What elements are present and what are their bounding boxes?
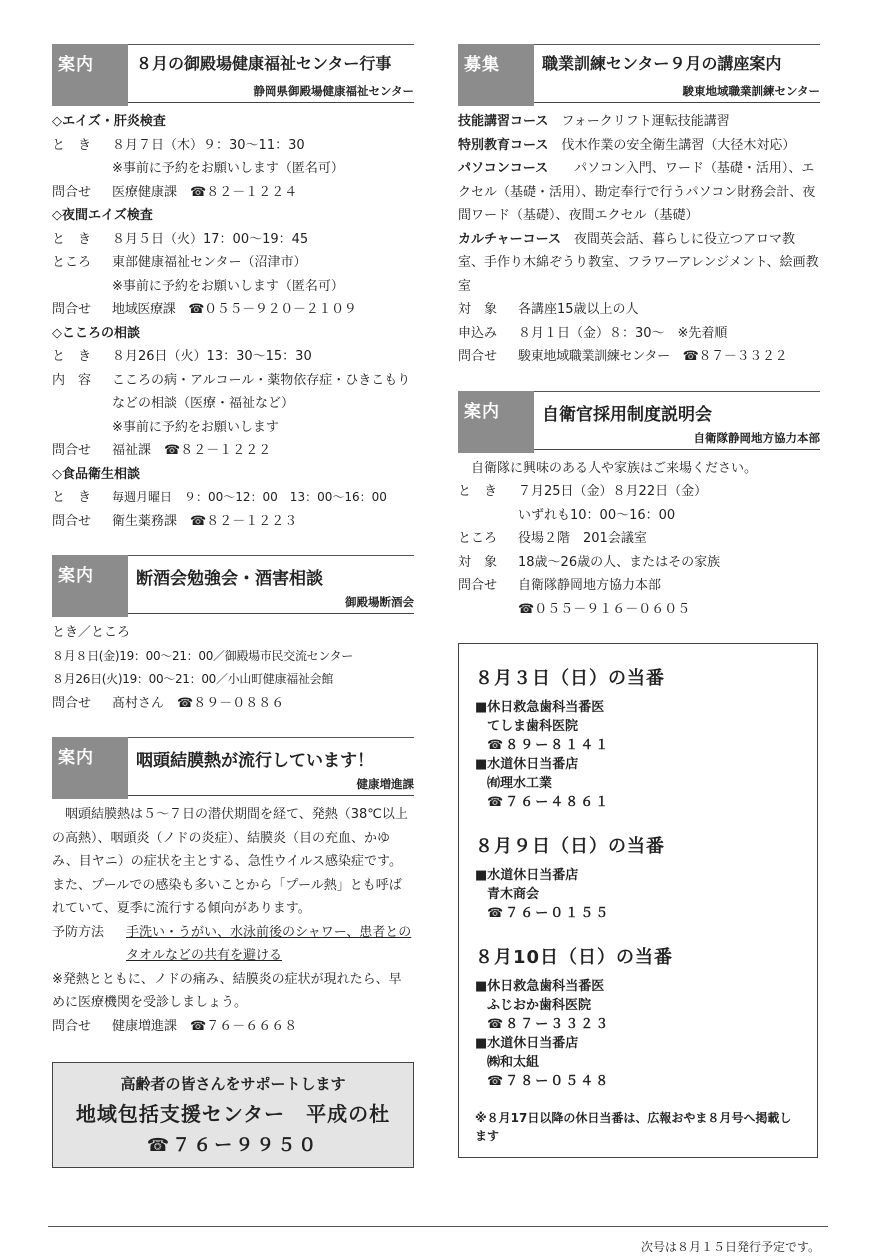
holiday-duty-box (458, 643, 818, 1158)
course-label: 特別教育コース (458, 137, 549, 153)
intro-text: 自衛隊に興味のある人や家族はご来場ください。 (471, 460, 758, 476)
course-label: パソコンコース (458, 161, 549, 176)
category-tag: 案内 (52, 555, 128, 617)
course-label: カルチャーコース (458, 231, 561, 247)
course-detail: 夜間英会話、暮らしに役立つアロマ教室、手作り木綿ぞうり教室、フラワーアレンジメント、絵画教室 (458, 231, 819, 294)
value: こころの病・アルコール・薬物依存症・ひきこもりなどの相談（医療・福祉など） (112, 372, 411, 411)
contact: 衛生薬務課 ☎８２－１２２３ (112, 513, 298, 529)
schedule-line: ８月26日(火)19：00～21：00／小山町健康福祉会館 (52, 672, 334, 686)
support-center-name: 地域包括支援センター 平成の杜 (75, 1102, 391, 1126)
course-item (458, 134, 820, 158)
section-header (52, 737, 414, 799)
value: 役場２階 201会議室 (518, 531, 647, 546)
duty-category: ■水道休日当番店 (475, 868, 579, 883)
sdf-recruitment-briefing (458, 391, 820, 622)
duty-phone: ☎７６ー０１５５ (487, 906, 611, 921)
course-item (458, 157, 820, 228)
section-header (52, 44, 414, 106)
organizer: 自衛隊静岡地方協力本部 (534, 430, 820, 450)
category-tag: 募集 (458, 44, 534, 106)
label: 申込み (458, 325, 498, 341)
course-item (458, 110, 820, 134)
right-column (458, 44, 820, 1158)
pharyngoconjunctival-fever-notice (52, 737, 414, 1038)
duty-provider: 青木商会 (487, 887, 540, 902)
duty-provider: ㈲理水工業 (487, 776, 553, 791)
body-text: 咽頭結膜熱は５～７日の潜伏期間を経て、発熱（38℃以上の高熱）、咽頭炎（ノドの炎症）、結膜炎（目の充血、かゆみ、目ヤニ）の症状を主とする、急性ウイルス感染症です。また、プールでの感染も多いことから「プール熱」とも呼ばれていて、夏季に流行する傾向があります。 (52, 807, 408, 916)
section-header (52, 555, 414, 617)
contact: 福祉課 ☎８２－１２２２ (112, 443, 272, 458)
label: ところ (52, 255, 92, 270)
duty-date-heading: ８月９日（日）の当番 (475, 836, 665, 857)
category-tag: 案内 (458, 391, 534, 453)
label: 問合せ (52, 513, 92, 529)
note: ※事前に予約をお願いします（匿名可） (112, 161, 344, 176)
section-title: 職業訓練センター９月の講座案内 (542, 54, 782, 73)
subheading: ◇こころの相談 (52, 325, 140, 341)
duty-provider: ㈱和太組 (487, 1055, 540, 1070)
prevention-text: 手洗い・うがい、水泳前後のシャワー、患者とのタオルなどの共有を避ける (126, 924, 412, 963)
contact-phone: ☎０５５－９１６－０６０５ (518, 601, 691, 617)
label: 問合せ (52, 443, 92, 458)
duty-category: ■水道休日当番店 (475, 1036, 579, 1051)
course-detail: フォークリフト運転技能講習 (561, 114, 730, 129)
section-title: ８月の御殿場健康福祉センター行事 (136, 54, 392, 73)
label: と き (52, 490, 92, 505)
label: 対 象 (458, 302, 498, 317)
label: ところ (458, 531, 498, 546)
value: 各講座15歳以上の人 (518, 302, 639, 317)
contact: 自衛隊静岡地方協力本部 (518, 578, 662, 593)
duty-phone: ☎８９ー８１４１ (487, 738, 611, 753)
label: 予防方法 (52, 924, 105, 940)
value: ８月26日（火）13：30～15：30 (112, 349, 312, 364)
subheading: ◇夜間エイズ検査 (52, 208, 153, 223)
footer-next-issue: 次号は８月１５日発行予定です。 (640, 1240, 820, 1254)
course-item (458, 228, 820, 299)
label: と き (52, 137, 92, 153)
course-detail: 伐木作業の安全衛生講習（大径木対応） (561, 137, 796, 153)
value: ８月１日（金）８：30～ ※先着順 (518, 325, 728, 341)
organizer: 静岡県御殿場健康福祉センター (128, 83, 414, 103)
label: と き (458, 484, 498, 499)
contact: 髙村さん ☎８９－０８８６ (112, 695, 285, 711)
value-cont: いずれも10：00～16：00 (518, 507, 676, 523)
duty-provider: てしま歯科医院 (487, 719, 579, 734)
section-header (458, 391, 820, 453)
value: ７月25日（金）８月22日（金） (518, 484, 708, 499)
contact: 駿東地域職業訓練センター ☎８７－３３２２ (518, 349, 788, 364)
section-title: 断酒会勉強会・酒害相談 (136, 569, 323, 589)
duty-provider: ふじおか歯科医院 (487, 998, 592, 1013)
schedule-line: ８月８日(金)19：00～21：00／御殿場市民交流センター (52, 648, 353, 663)
schedule-label: とき／ところ (52, 625, 131, 640)
note: ※事前に予約をお願いします (112, 419, 279, 435)
category-tag: 案内 (52, 44, 128, 106)
footer-divider (48, 1226, 828, 1227)
value: ８月５日（火）17：00～19：45 (112, 231, 309, 247)
duty-phone: ☎７６ー４８６１ (487, 795, 611, 810)
contact: 医療健康課 ☎８２－１２２４ (112, 184, 298, 200)
note: ※発熱とともに、ノドの痛み、結膜炎の症状が現れたら、早めに医療機関を受診しましょう。 (52, 971, 402, 1010)
label: 問合せ (458, 349, 498, 364)
organizer: 駿東地域職業訓練センター (534, 83, 820, 103)
label: 問合せ (52, 302, 92, 317)
subheading: ◇食品衛生相談 (52, 466, 140, 482)
label: 問合せ (52, 695, 92, 711)
support-center-box (52, 1062, 414, 1168)
subheading: ◇エイズ・肝炎検査 (52, 114, 166, 129)
value: 毎週月曜日 ９：00～12：00 13：00～16：00 (112, 490, 387, 504)
left-column (52, 44, 414, 1168)
duty-phone: ☎８７ー３３２３ (487, 1017, 611, 1032)
course-detail: パソコン入門、ワード（基礎・活用）、エクセル（基礎・活用）、勘定奉行で行うパソコン財務会計、夜間ワード（基礎）、夜間エクセル（基礎） (458, 161, 816, 223)
section-title: 自衛官採用制度説明会 (542, 404, 712, 425)
course-label: 技能講習コース (458, 114, 549, 129)
duty-note: ※８月17日以降の休日当番は、広報おやま８月号へ掲載します (475, 1111, 792, 1143)
organizer: 御殿場断酒会 (128, 594, 414, 614)
duty-date-heading: ８月10日（日）の当番 (475, 947, 674, 968)
label: 内 容 (52, 372, 92, 388)
vocational-training-courses (458, 44, 820, 369)
support-tagline: 高齢者の皆さんをサポートします (120, 1075, 346, 1093)
duty-phone: ☎７８ー０５４８ (487, 1074, 611, 1089)
label: 問合せ (52, 1018, 92, 1034)
duty-category: ■休日救急歯科当番医 (475, 979, 605, 994)
label: と き (52, 349, 92, 364)
section-title: 咽頭結膜熱が流行しています！ (136, 751, 374, 771)
contact: 地域医療課 ☎０５５－９２０－２１０９ (112, 302, 357, 317)
category-tag: 案内 (52, 737, 128, 799)
duty-category: ■休日救急歯科当番医 (475, 700, 605, 715)
organizer: 健康増進課 (128, 776, 414, 796)
value: ８月７日（木）９：30～11：30 (112, 137, 305, 153)
label: と き (52, 231, 92, 247)
value: 18歳～26歳の人、またはその家族 (518, 554, 721, 570)
value: 東部健康福祉センター（沼津市） (112, 255, 307, 270)
contact: 健康増進課 ☎７６－６６６８ (112, 1018, 298, 1034)
duty-category: ■水道休日当番店 (475, 757, 579, 772)
section-header (458, 44, 820, 106)
support-phone: ☎７６ー９９５０ (146, 1135, 320, 1156)
label: 対 象 (458, 554, 498, 570)
label: 問合せ (52, 184, 92, 200)
sobriety-meeting (52, 555, 414, 715)
health-center-events (52, 44, 414, 533)
label: 問合せ (458, 578, 498, 593)
note: ※事前に予約をお願いします（匿名可） (112, 278, 344, 294)
duty-date-heading: ８月３日（日）の当番 (475, 668, 665, 689)
